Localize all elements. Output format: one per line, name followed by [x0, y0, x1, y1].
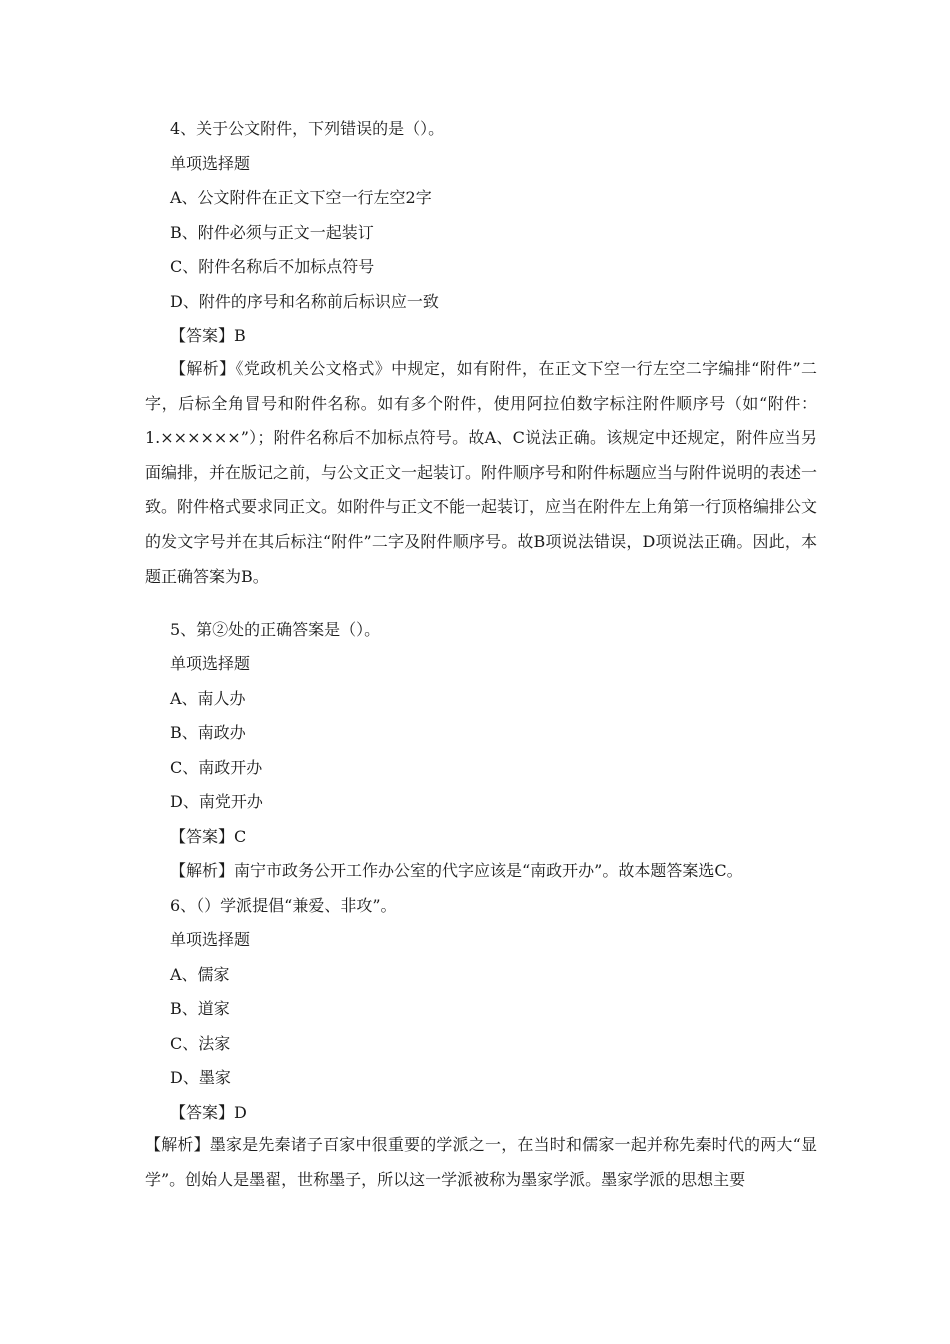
- question-5-option-c: C、南政开办: [170, 758, 263, 777]
- question-4-type: 单项选择题: [170, 154, 251, 173]
- question-6-type: 单项选择题: [170, 930, 251, 949]
- question-4-option-c: C、附件名称后不加标点符号: [170, 257, 375, 276]
- question-5-option-d: D、南党开办: [170, 792, 263, 811]
- question-4-stem: 4、关于公文附件，下列错误的是（）。: [170, 119, 445, 138]
- question-4-option-b: B、附件必须与正文一起装订: [170, 223, 374, 242]
- question-6-option-b: B、道家: [170, 999, 230, 1018]
- question-6-answer: 【答案】D: [170, 1103, 247, 1122]
- question-5-stem: 5、第②处的正确答案是（）。: [170, 620, 381, 639]
- question-6-option-c: C、法家: [170, 1034, 231, 1053]
- question-6-option-a: A、儒家: [170, 965, 230, 984]
- question-6-analysis: 【解析】墨家是先秦诸子百家中很重要的学派之一，在当时和儒家一起并称先秦时代的两大“显学”。创始人是墨翟，世称墨子，所以这一学派被称为墨家学派。墨家学派的思想主要: [145, 1135, 817, 1189]
- question-5-option-b: B、南政办: [170, 723, 246, 742]
- question-5-analysis: 【解析】南宁市政务公开工作办公室的代字应该是“南政开办”。故本题答案选C。: [170, 861, 743, 880]
- question-5-option-a: A、南人办: [170, 689, 246, 708]
- question-4-answer: 【答案】B: [170, 326, 246, 345]
- question-4-analysis: 【解析】《党政机关公文格式》中规定，如有附件，在正文下空一行左空二字编排“附件”二字，后标全角冒号和附件名称。如有多个附件，使用阿拉伯数字标注附件顺序号（如“附件：1.××××××”）；附件名称后不加标点符号。故A、C说法正确。该规定中还规定，附件应当另面编排，并在版记之前，与公文正文一起装订。附件顺序号和附件标题应当与附件说明的表述一致。附件格式要求同正文。如附件与正文不能一起装订，应当在附件左上角第一行顶格编排公文的发文字号并在其后标注“附件”二字及附件顺序号。故B项说法错误，D项说法正确。因此，本题正确答案为B。: [145, 359, 818, 586]
- question-6-option-d: D、墨家: [170, 1068, 231, 1087]
- question-6-stem: 6、（）学派提倡“兼爱、非攻”。: [170, 896, 397, 915]
- question-5-type: 单项选择题: [170, 654, 251, 673]
- question-4-option-d: D、附件的序号和名称前后标识应一致: [170, 292, 439, 311]
- question-5-answer: 【答案】C: [170, 827, 247, 846]
- question-4-option-a: A、公文附件在正文下空一行左空2字: [170, 188, 432, 207]
